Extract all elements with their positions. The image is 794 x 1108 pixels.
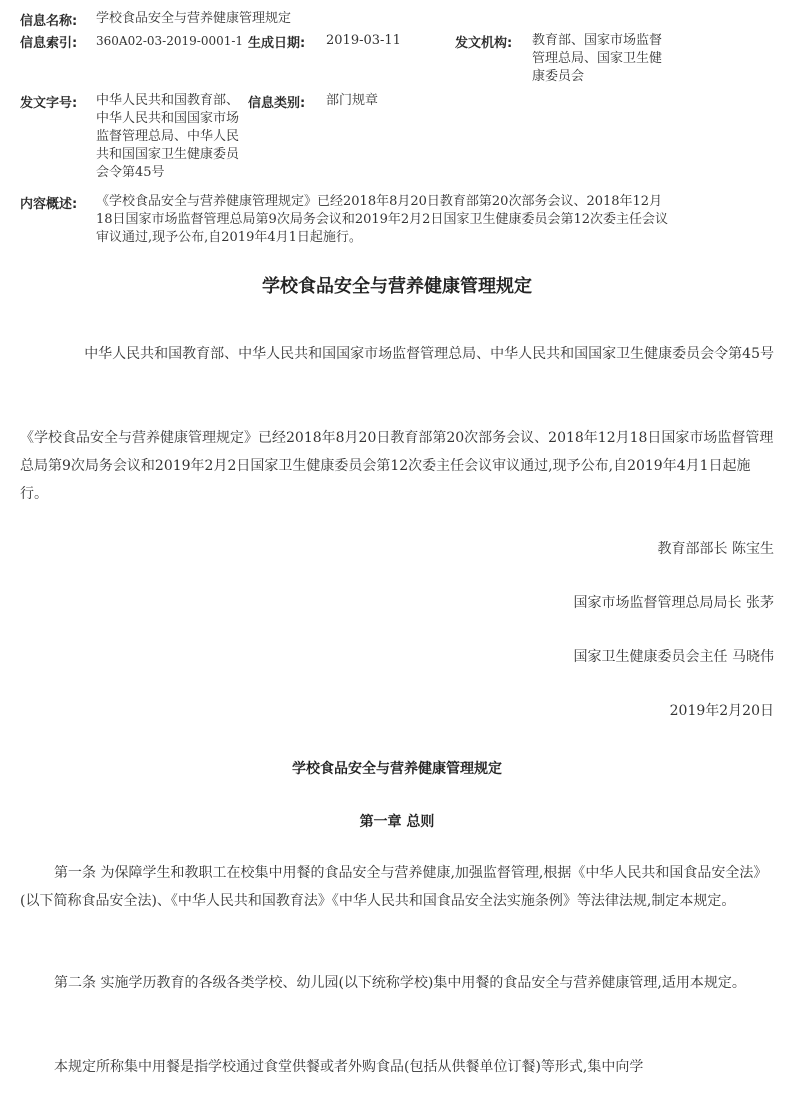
category-label: 信息类别: xyxy=(248,96,306,111)
info-index-label: 信息索引: xyxy=(20,36,78,51)
summary-value: 《学校食品安全与营养健康管理规定》已经2018年8月20日教育部第20次部务会议、2018年12月18日国家市场监督管理总局第9次局务会议和2019年2月2日国家卫生健康委员会第12次委主任会议审议通过,现予公布,自2019年4月1日起施行。 xyxy=(96,194,668,245)
article-2-paragraph-2: 本规定所称集中用餐是指学校通过食堂供餐或者外购食品(包括从供餐单位订餐)等形式,集中向学 xyxy=(54,1059,644,1075)
article-1: 第一条 为保障学生和教职工在校集中用餐的食品安全与营养健康,加强监督管理,根据《中华人民共和国食品安全法》(以下简称食品安全法)、《中华人民共和国教育法》《中华人民共和国食品安全法实施条例》等法律法规,制定本规定。 xyxy=(20,865,768,909)
chapter-heading: 第一章 总则 xyxy=(359,814,435,830)
info-name-value: 学校食品安全与营养健康管理规定 xyxy=(96,11,292,26)
sign-date: 2019年2月20日 xyxy=(669,703,774,719)
summary-label: 内容概述: xyxy=(20,197,78,212)
generate-date-value: 2019-03-11 xyxy=(326,33,401,48)
signer-market: 国家市场监督管理总局局长 张茅 xyxy=(573,595,774,611)
regulation-title: 学校食品安全与营养健康管理规定 xyxy=(292,761,502,777)
issuer-label: 发文机构: xyxy=(455,36,513,51)
signer-health: 国家卫生健康委员会主任 马晓伟 xyxy=(573,649,774,665)
doc-number-label: 发文字号: xyxy=(20,96,78,111)
info-name-label: 信息名称: xyxy=(20,14,78,29)
intro-paragraph: 《学校食品安全与营养健康管理规定》已经2018年8月20日教育部第20次部务会议、2018年12月18日国家市场监督管理总局第9次局务会议和2019年2月2日国家卫生健康委员会第12次委主任会议审议通过,现予公布,自2019年4月1日起施行。 xyxy=(20,430,774,502)
info-index-value: 360A02-03-2019-0001-1 xyxy=(96,34,244,48)
signer-education: 教育部部长 陈宝生 xyxy=(657,541,774,557)
article-2: 第二条 实施学历教育的各级各类学校、幼儿园(以下统称学校)集中用餐的食品安全与营养健康管理,适用本规定。 xyxy=(54,975,746,991)
doc-number-value: 中华人民共和国教育部、中华人民共和国国家市场监督管理总局、中华人民共和国国家卫生健康委员会令第45号 xyxy=(96,93,240,180)
order-line: 中华人民共和国教育部、中华人民共和国国家市场监督管理总局、中华人民共和国国家卫生健康委员会令第45号 xyxy=(84,346,774,362)
document-title: 学校食品安全与营养健康管理规定 xyxy=(262,276,532,297)
category-value: 部门规章 xyxy=(326,93,379,108)
generate-date-label: 生成日期: xyxy=(248,36,306,51)
issuer-value: 教育部、国家市场监督管理总局、国家卫生健康委员会 xyxy=(532,33,663,84)
